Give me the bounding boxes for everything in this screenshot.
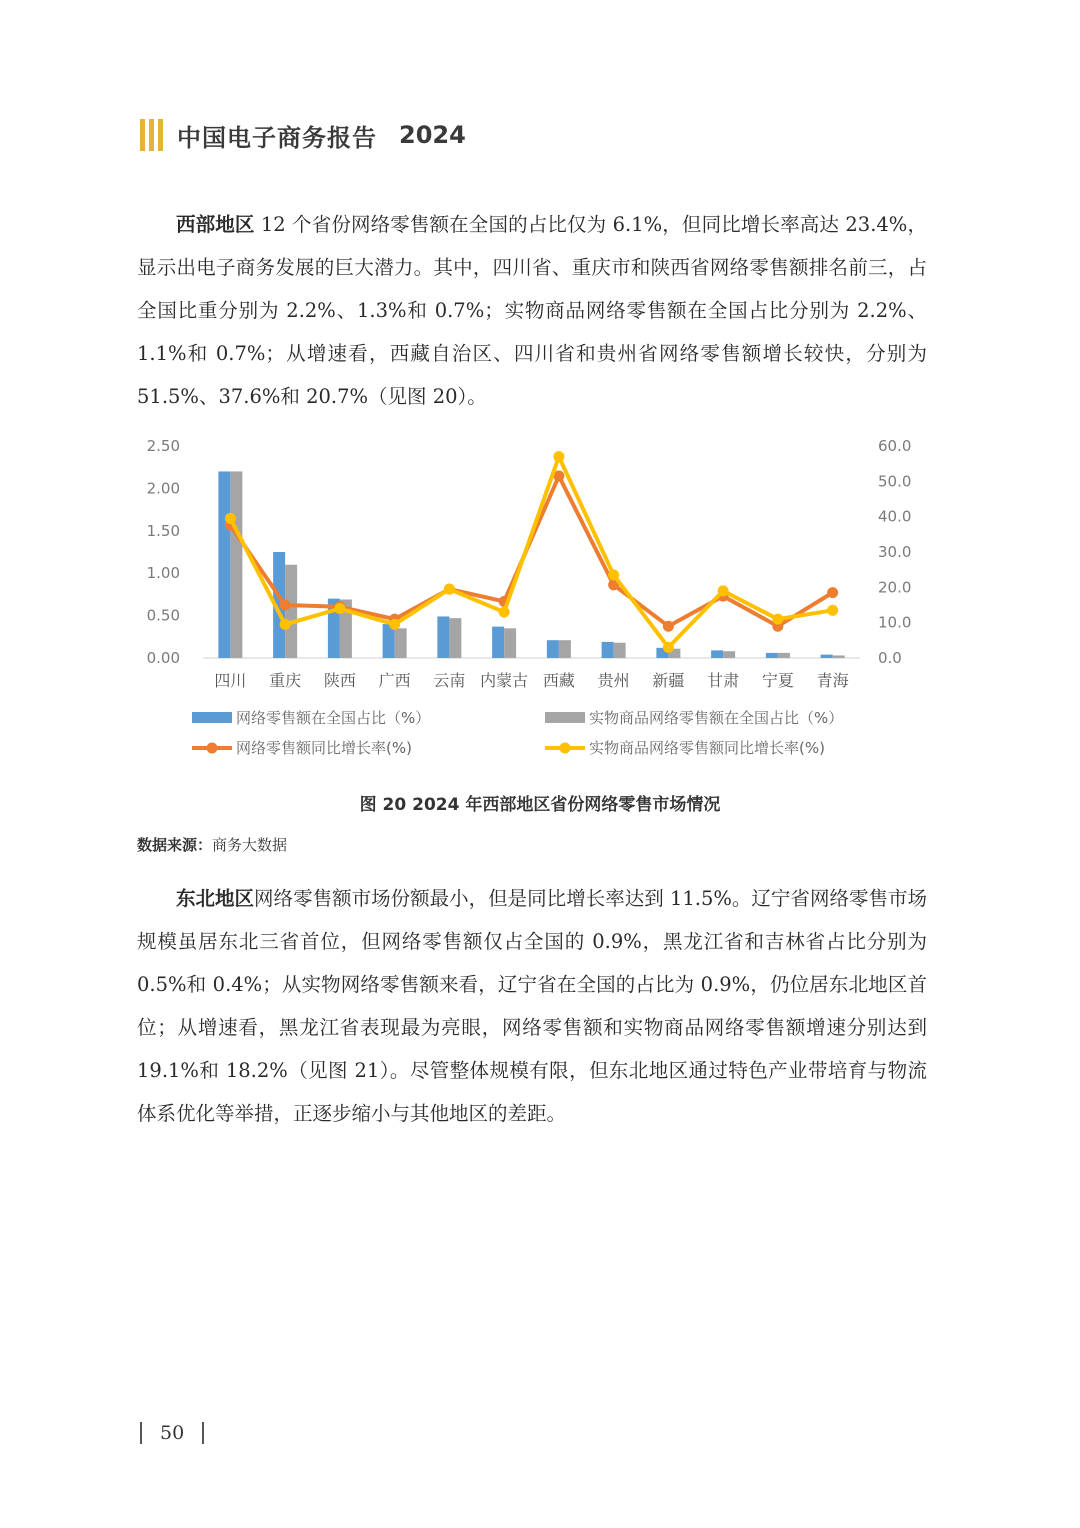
bar-physical-share xyxy=(504,628,516,658)
bar-physical-share xyxy=(833,655,845,658)
category-label: 内蒙古 xyxy=(480,671,529,690)
category-label: 新疆 xyxy=(652,671,685,690)
bar-online-share xyxy=(218,471,230,658)
line-point-physical-growth xyxy=(499,607,510,618)
left-axis-tick-label: 0.50 xyxy=(146,606,180,625)
paragraph-west xyxy=(137,203,927,418)
report-year: 2024 xyxy=(399,121,466,149)
right-axis-tick-label: 0.0 xyxy=(878,649,902,667)
bar-online-share xyxy=(711,650,723,658)
category-label: 青海 xyxy=(816,671,849,690)
paragraph-northeast xyxy=(137,877,927,1135)
bar-physical-share xyxy=(778,653,790,658)
line-point-physical-growth xyxy=(663,642,674,653)
bar-online-share xyxy=(437,616,449,658)
bar-physical-share xyxy=(285,565,297,658)
category-label: 西藏 xyxy=(542,671,575,690)
bar-physical-share xyxy=(230,471,242,658)
right-axis-tick-label: 60.0 xyxy=(878,437,912,455)
legend-label: 网络零售额同比增长率(%) xyxy=(236,739,412,757)
page-number-right-bar xyxy=(202,1422,204,1444)
paragraph-northeast-lead: 东北地区 xyxy=(176,887,255,910)
line-point-physical-growth xyxy=(772,614,783,625)
category-label: 贵州 xyxy=(597,671,630,690)
line-point-physical-growth xyxy=(827,605,838,616)
left-axis-tick-label: 1.00 xyxy=(146,564,180,583)
category-label: 甘肃 xyxy=(707,671,740,690)
right-axis-tick-label: 50.0 xyxy=(878,472,912,491)
category-label: 陕西 xyxy=(323,671,356,690)
line-point-physical-growth xyxy=(444,584,455,595)
category-label: 云南 xyxy=(433,671,466,690)
legend-label: 实物商品网络零售额同比增长率(%) xyxy=(589,739,825,757)
paragraph-west-lead: 西部地区 xyxy=(176,213,255,236)
data-source xyxy=(137,834,287,855)
figure-caption: 图 20 2024 年西部地区省份网络零售市场情况 xyxy=(359,795,721,815)
page-number-left-bar xyxy=(140,1422,142,1444)
bar-physical-share xyxy=(559,640,571,658)
paragraph-northeast-text: 网络零售额市场份额最小，但是同比增长率达到 11.5%。辽宁省网络零售市场规模虽居东北三省首位，但网络零售额仅占全国的 0.9%，黑龙江省和吉林省占比分别为 0.5%和 0.4%；从实物网络零售额来看，辽宁省在全国的占比为 0.9%，仍位居东北地区首位；从增速看，黑龙江省表现最为亮眼，网络零售额和实物商品网络零售额增速分别达到 19.1%和 18.2%（见图 21）。尽管整体规模有限，但东北地区通过特色产业带培育与物流体系优化等举措，正逐步缩小与其他地区的差距。 xyxy=(137,887,927,1125)
page-header xyxy=(140,118,466,152)
legend-label: 实物商品网络零售额在全国占比（%） xyxy=(589,709,844,727)
legend-marker xyxy=(207,743,218,754)
chart-svg xyxy=(130,430,930,770)
line-point-physical-growth xyxy=(389,619,400,630)
legend-swatch xyxy=(545,712,585,723)
bar-online-share xyxy=(492,627,504,658)
bar-online-share xyxy=(547,640,559,658)
page-number-value: 50 xyxy=(160,1422,185,1444)
right-axis-tick-label: 20.0 xyxy=(878,578,912,597)
category-label: 广西 xyxy=(378,671,411,690)
west-region-chart xyxy=(130,430,930,770)
line-point-physical-growth xyxy=(225,513,236,524)
bar-physical-share xyxy=(395,628,407,658)
category-label: 重庆 xyxy=(269,671,302,690)
series-line-physical-growth xyxy=(230,457,832,648)
left-axis-tick-label: 2.00 xyxy=(146,479,180,498)
left-axis-tick-label: 0.00 xyxy=(146,649,180,667)
legend-swatch xyxy=(192,712,232,723)
report-title: 中国电子商务报告 xyxy=(177,123,377,152)
legend-label: 网络零售额在全国占比（%） xyxy=(236,709,431,727)
legend-marker xyxy=(560,743,571,754)
bar-online-share xyxy=(821,655,833,658)
line-point-physical-growth xyxy=(553,451,564,462)
data-source-label: 数据来源： xyxy=(137,836,213,854)
header-bars-decoration xyxy=(140,119,163,151)
right-axis-tick-label: 30.0 xyxy=(878,543,912,561)
series-line-online-growth xyxy=(230,476,832,626)
left-axis-tick-label: 1.50 xyxy=(146,521,180,540)
category-label: 四川 xyxy=(214,671,247,690)
right-axis-tick-label: 10.0 xyxy=(878,613,912,632)
line-point-physical-growth xyxy=(608,569,619,580)
left-axis-tick-label: 2.50 xyxy=(146,437,180,455)
line-point-physical-growth xyxy=(334,603,345,614)
paragraph-west-text: 12 个省份网络零售额在全国的占比仅为 6.1%，但同比增长率高达 23.4%，显示出电子商务发展的巨大潜力。其中，四川省、重庆市和陕西省网络零售额排名前三，占全国比重分别为 2.2%、1.3%和 0.7%；实物商品网络零售额在全国占比分别为 2.2%、1.1%和 0.7%；从增速看，西藏自治区、四川省和贵州省网络零售额增长较快，分别为 51.5%、37.6%和 20.7%（见图 20）。 xyxy=(137,213,927,408)
category-label: 宁夏 xyxy=(761,671,794,690)
bar-online-share xyxy=(602,642,614,658)
line-point-physical-growth xyxy=(280,619,291,630)
line-point-physical-growth xyxy=(718,585,729,596)
bar-physical-share xyxy=(614,643,626,658)
page-number xyxy=(140,1422,204,1444)
bar-online-share xyxy=(766,653,778,658)
bar-physical-share xyxy=(723,651,735,658)
line-point-online-growth xyxy=(827,587,838,598)
right-axis-tick-label: 40.0 xyxy=(878,507,912,526)
bar-physical-share xyxy=(449,618,461,658)
line-point-online-growth xyxy=(280,600,291,611)
data-source-value: 商务大数据 xyxy=(212,836,288,854)
line-point-online-growth xyxy=(663,621,674,632)
